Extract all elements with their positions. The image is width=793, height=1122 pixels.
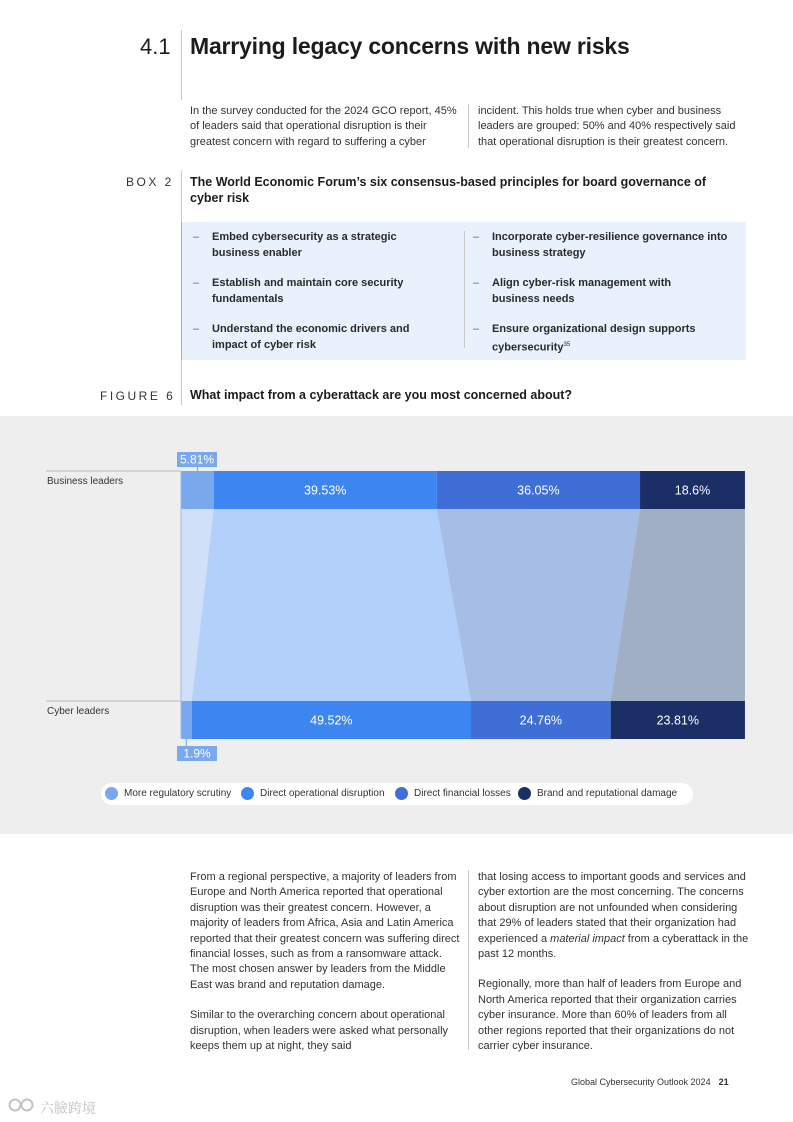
body-paragraph: Regionally, more than half of leaders from Europe and North America reported that their organization carries cyber insurance. More than 60% of leaders from all other regions reported that their organizations do not carrier cyber insurance. bbox=[478, 978, 742, 1053]
chart-legend bbox=[101, 783, 693, 805]
body-text-run: that losing access to important goods and services and cyber extortion are the most concerning. The concerns about disruption are not unfounded when considering that 29% of leaders stated that their organization had experienced a bbox=[478, 871, 746, 945]
box-label: BOX 2 bbox=[126, 175, 174, 189]
dash-bullet: – bbox=[193, 277, 200, 289]
body-paragraph: From a regional perspective, a majority of leaders from Europe and North America reported that operational disruption was their greatest concern. However, a majority of leaders from Africa, Asia and Latin America reported that their greatest concern was suffering direct financial losses, such as from a ransomware attack. The most chosen answer by leaders from the Middle East was brand and reputation damage. bbox=[190, 871, 460, 991]
title-divider bbox=[181, 30, 182, 100]
legend-swatch-icon bbox=[518, 787, 531, 800]
principle-text: Establish and maintain core security fundamentals bbox=[212, 277, 404, 305]
legend-label: Brand and reputational damage bbox=[537, 788, 678, 799]
value-label: 5.81% bbox=[179, 452, 215, 467]
body-text-run: from a cyberattack in the past 12 months. bbox=[478, 932, 749, 961]
box-title: The World Economic Forum’s six consensus-based principles for board governance of cyber risk bbox=[190, 175, 707, 205]
body-paragraph bbox=[478, 870, 750, 962]
dash-bullet: – bbox=[473, 277, 480, 289]
intro-column-divider bbox=[468, 104, 469, 148]
body-paragraph: Similar to the overarching concern about operational disruption, when leaders were asked what personally keeps them up at night, they said bbox=[190, 1009, 449, 1053]
bar-segment bbox=[181, 701, 192, 739]
dash-bullet: – bbox=[193, 231, 200, 243]
flow-band bbox=[437, 509, 640, 701]
legend-swatch-icon bbox=[395, 787, 408, 800]
principle-text: Understand the economic drivers and impact of cyber risk bbox=[212, 323, 410, 351]
page-footer bbox=[571, 1077, 729, 1087]
stacked-bar-chart bbox=[0, 416, 793, 834]
legend-swatch-icon bbox=[105, 787, 118, 800]
dash-bullet: – bbox=[473, 231, 480, 243]
watermark-text: 六臉跨境 bbox=[40, 1101, 96, 1117]
principle-text-main: Ensure organizational design supports cybersecurity bbox=[492, 323, 696, 354]
value-label: 18.6% bbox=[674, 483, 711, 498]
body-text-left bbox=[190, 870, 462, 1054]
flow-band bbox=[192, 509, 471, 701]
value-label: 36.05% bbox=[517, 483, 560, 498]
figure-title: What impact from a cyberattack are you most concerned about? bbox=[190, 388, 573, 402]
dash-bullet: – bbox=[193, 323, 200, 335]
figure-label: FIGURE 6 bbox=[100, 389, 176, 403]
value-label: 24.76% bbox=[519, 713, 563, 728]
body-column-divider bbox=[468, 870, 469, 1050]
principles-accent-rule bbox=[181, 222, 182, 360]
legend-label: Direct financial losses bbox=[414, 788, 511, 799]
page-number: 21 bbox=[718, 1077, 729, 1087]
page-title: Marrying legacy concerns with new risks bbox=[190, 33, 630, 59]
value-label: 23.81% bbox=[656, 713, 700, 728]
dash-bullet: – bbox=[473, 323, 480, 335]
principle-text: Embed cybersecurity as a strategic business enabler bbox=[212, 231, 397, 259]
body-emphasis: material impact bbox=[550, 932, 625, 945]
legend-label: Direct operational disruption bbox=[260, 788, 385, 799]
legend-label: More regulatory scrutiny bbox=[124, 788, 232, 799]
category-label: Business leaders bbox=[47, 476, 124, 487]
principle-text: Align cyber-risk management with business needs bbox=[492, 277, 672, 305]
body-text-right bbox=[478, 870, 750, 1054]
value-label: 49.52% bbox=[310, 713, 353, 728]
footnote-marker: 35 bbox=[563, 342, 571, 348]
principle-text bbox=[492, 321, 732, 356]
section-number: 4.1 bbox=[140, 34, 171, 59]
publication-name: Global Cybersecurity Outlook 2024 bbox=[571, 1077, 711, 1087]
category-label: Cyber leaders bbox=[47, 706, 110, 717]
principles-column-divider bbox=[464, 231, 465, 348]
intro-text-left: In the survey conducted for the 2024 GCO report, 45% of leaders said that operational disruption is their greatest concern with regard to suffering a cyber bbox=[190, 105, 457, 148]
bar-segment bbox=[181, 471, 214, 509]
value-label: 1.9% bbox=[183, 746, 211, 761]
intro-text-right: incident. This holds true when cyber and business leaders are grouped: 50% and 40% respectively said that operational disruption is their greatest concern. bbox=[478, 105, 736, 148]
principle-text: Incorporate cyber-resilience governance into business strategy bbox=[492, 231, 728, 259]
legend-swatch-icon bbox=[241, 787, 254, 800]
watermark-logo-icon bbox=[8, 1096, 36, 1114]
watermark bbox=[8, 1096, 96, 1117]
value-label: 39.53% bbox=[304, 483, 347, 498]
